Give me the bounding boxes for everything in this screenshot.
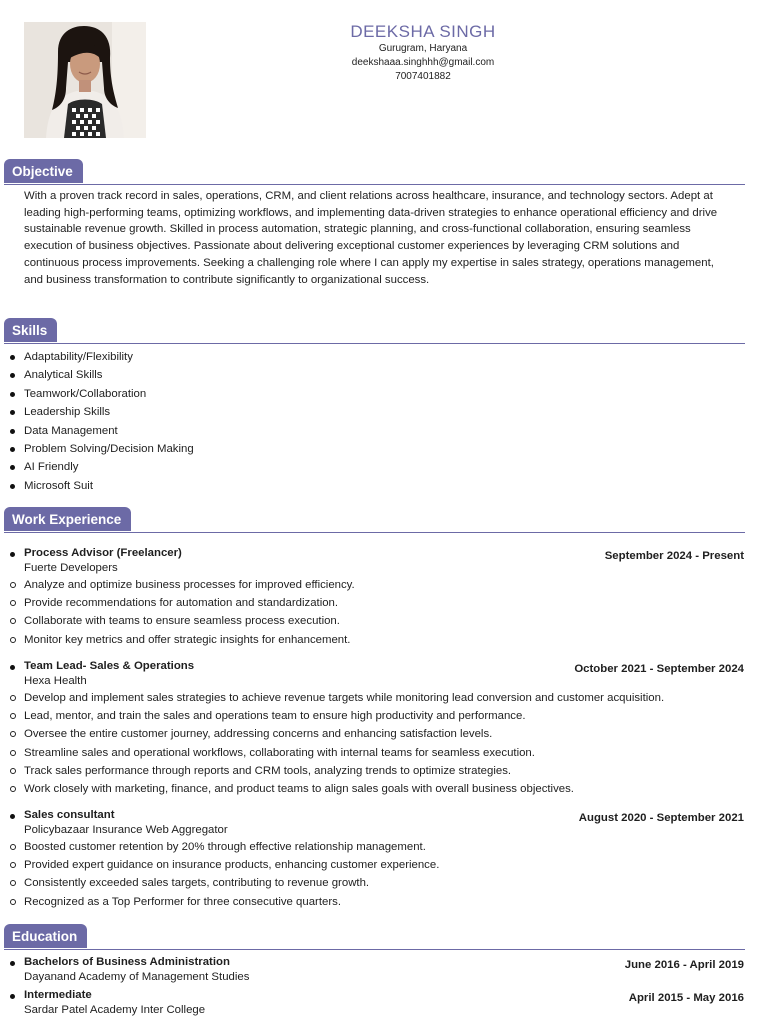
list-item — [8, 725, 748, 743]
bullet-icon — [10, 994, 15, 999]
resume-header — [0, 0, 768, 150]
job-point: Monitor key metrics and offer strategic insights for enhancement. — [24, 633, 351, 646]
job-point: Track sales performance through reports and CRM tools, analyzing trends to optimize strategies. — [24, 764, 512, 777]
job-point: Provided expert guidance on insurance products, enhancing customer experience. — [24, 859, 440, 872]
skill: AI Friendly — [24, 461, 79, 474]
section-title-work: Work Experience — [4, 507, 131, 531]
skill: Data Management — [24, 424, 118, 437]
list-item — [8, 422, 194, 440]
education-header — [8, 954, 748, 970]
list-item — [8, 707, 748, 725]
list-item — [8, 403, 194, 421]
job-point: Recognized as a Top Performer for three consecutive quarters. — [24, 895, 341, 908]
education-entry — [8, 987, 748, 1018]
job-point: Develop and implement sales strategies to achieve revenue targets while monitoring lead conversion and customer acquisition. — [24, 692, 665, 704]
circle-bullet-icon — [10, 844, 16, 850]
skill: Problem Solving/Decision Making — [24, 443, 194, 456]
bullet-icon — [10, 465, 15, 470]
list-item — [8, 385, 194, 403]
education-header — [8, 987, 748, 1003]
skill: Teamwork/Collaboration — [24, 387, 147, 400]
job-date: September 2024 - Present — [604, 550, 744, 562]
job-header — [8, 545, 748, 561]
circle-bullet-icon — [10, 786, 16, 792]
job-date: October 2021 - September 2024 — [574, 663, 744, 675]
job-point: Work closely with marketing, finance, and product teams to align sales goals with overall business objectives. — [24, 783, 574, 796]
bullet-icon — [10, 392, 15, 397]
list-item — [8, 576, 748, 594]
section-title-skills: Skills — [4, 318, 57, 342]
bullet-icon — [10, 373, 15, 378]
list-item — [8, 594, 748, 612]
job-point: Lead, mentor, and train the sales and operations team to ensure high productivity and performance. — [24, 710, 526, 723]
job-point: Oversee the entire customer journey, addressing concerns and enhancing satisfaction levels. — [24, 728, 493, 741]
profile-photo — [24, 22, 146, 138]
circle-bullet-icon — [10, 713, 16, 719]
list-item — [8, 780, 748, 798]
skill: Analytical Skills — [24, 369, 103, 382]
job-point: Boosted customer retention by 20% through effective relationship management. — [24, 841, 426, 853]
job-entry — [8, 807, 748, 911]
job-title: Sales consultant — [24, 809, 115, 821]
skill: Microsoft Suit — [24, 479, 93, 492]
phone: 7007401882 — [395, 71, 451, 82]
bullet-icon — [10, 355, 15, 360]
location: Gurugram, Haryana — [378, 43, 468, 54]
bullet-icon — [10, 552, 15, 557]
email[interactable]: deekshaaa.singhhh@gmail.com — [351, 57, 495, 68]
list-item — [8, 631, 748, 649]
circle-bullet-icon — [10, 582, 16, 588]
list-item — [8, 477, 194, 495]
list-item — [8, 762, 748, 780]
candidate-name: DEEKSHA SINGH — [350, 22, 496, 41]
list-item — [8, 612, 748, 630]
bullet-icon — [10, 814, 15, 819]
list-item — [8, 874, 748, 892]
job-points — [8, 576, 748, 649]
job-company: Fuerte Developers — [24, 562, 118, 574]
job-point: Analyze and optimize business processes for improved efficiency. — [24, 579, 355, 591]
list-item — [8, 838, 748, 856]
job-point: Provide recommendations for automation and standardization. — [24, 597, 339, 610]
list-item — [8, 348, 194, 366]
objective-text: With a proven track record in sales, operations, CRM, and client relations across healthcare, insurance, and technology sectors. Adept at leading high-performing teams, optimizing workflows, and implementing data-driven strategies to enhance operational efficiency and drive sustainable revenue growth. Skilled in process automation, strategic planning, and cross-functional collaboration, ensuring seamless execution of business objectives. Passionate about delivering exceptional customer experiences by leveraging CRM solutions and continuous process improvements. Seeking a challenging role where I can apply my expertise in sales strategy, operations management, and business transformation to contribute significantly to organizational success. — [24, 190, 718, 286]
job-title: Process Advisor (Freelancer) — [24, 547, 182, 559]
job-company: Policybazaar Insurance Web Aggregator — [24, 824, 228, 836]
education-date: April 2015 - May 2016 — [628, 992, 744, 1004]
list-item — [8, 366, 194, 384]
job-point: Consistently exceeded sales targets, contributing to revenue growth. — [24, 877, 370, 890]
bullet-icon — [10, 961, 15, 966]
bullet-icon — [10, 484, 15, 489]
circle-bullet-icon — [10, 750, 16, 756]
job-title: Team Lead- Sales & Operations — [24, 660, 195, 672]
bullet-icon — [10, 665, 15, 670]
education-date: June 2016 - April 2019 — [624, 959, 744, 971]
bullet-icon — [10, 429, 15, 434]
degree-title: Bachelors of Business Administration — [24, 956, 230, 968]
objective-section-header — [4, 159, 745, 185]
list-item — [8, 440, 194, 458]
skill: Leadership Skills — [24, 406, 111, 419]
bullet-icon — [10, 410, 15, 415]
bullet-icon — [10, 447, 15, 452]
section-title-education: Education — [4, 924, 87, 948]
job-date: August 2020 - September 2021 — [578, 812, 744, 824]
work-section-header — [4, 507, 745, 533]
section-title-objective: Objective — [4, 159, 83, 183]
list-item — [8, 856, 748, 874]
circle-bullet-icon — [10, 637, 16, 643]
circle-bullet-icon — [10, 862, 16, 868]
list-item — [8, 893, 748, 911]
circle-bullet-icon — [10, 768, 16, 774]
job-point: Collaborate with teams to ensure seamless process execution. — [24, 615, 340, 628]
job-header — [8, 807, 748, 823]
list-item — [8, 689, 748, 707]
institution: Dayanand Academy of Management Studies — [24, 971, 250, 983]
circle-bullet-icon — [10, 618, 16, 624]
list-item — [8, 458, 194, 476]
job-header — [8, 658, 748, 674]
circle-bullet-icon — [10, 880, 16, 886]
job-company: Hexa Health — [24, 675, 87, 687]
job-entry — [8, 545, 748, 649]
education-entry — [8, 954, 748, 985]
skills-list — [8, 348, 194, 495]
job-points — [8, 689, 748, 798]
skills-section-header — [4, 318, 745, 344]
contact-block — [270, 22, 576, 84]
circle-bullet-icon — [10, 695, 16, 701]
job-entry — [8, 658, 748, 798]
list-item — [8, 744, 748, 762]
education-section-header — [4, 924, 745, 950]
degree-title: Intermediate — [24, 989, 92, 1001]
circle-bullet-icon — [10, 731, 16, 737]
circle-bullet-icon — [10, 600, 16, 606]
institution: Sardar Patel Academy Inter College — [24, 1004, 206, 1016]
job-point: Streamline sales and operational workflows, collaborating with internal teams for seamless execution. — [24, 746, 535, 759]
skill: Adaptability/Flexibility — [24, 351, 133, 363]
job-points — [8, 838, 748, 911]
circle-bullet-icon — [10, 899, 16, 905]
